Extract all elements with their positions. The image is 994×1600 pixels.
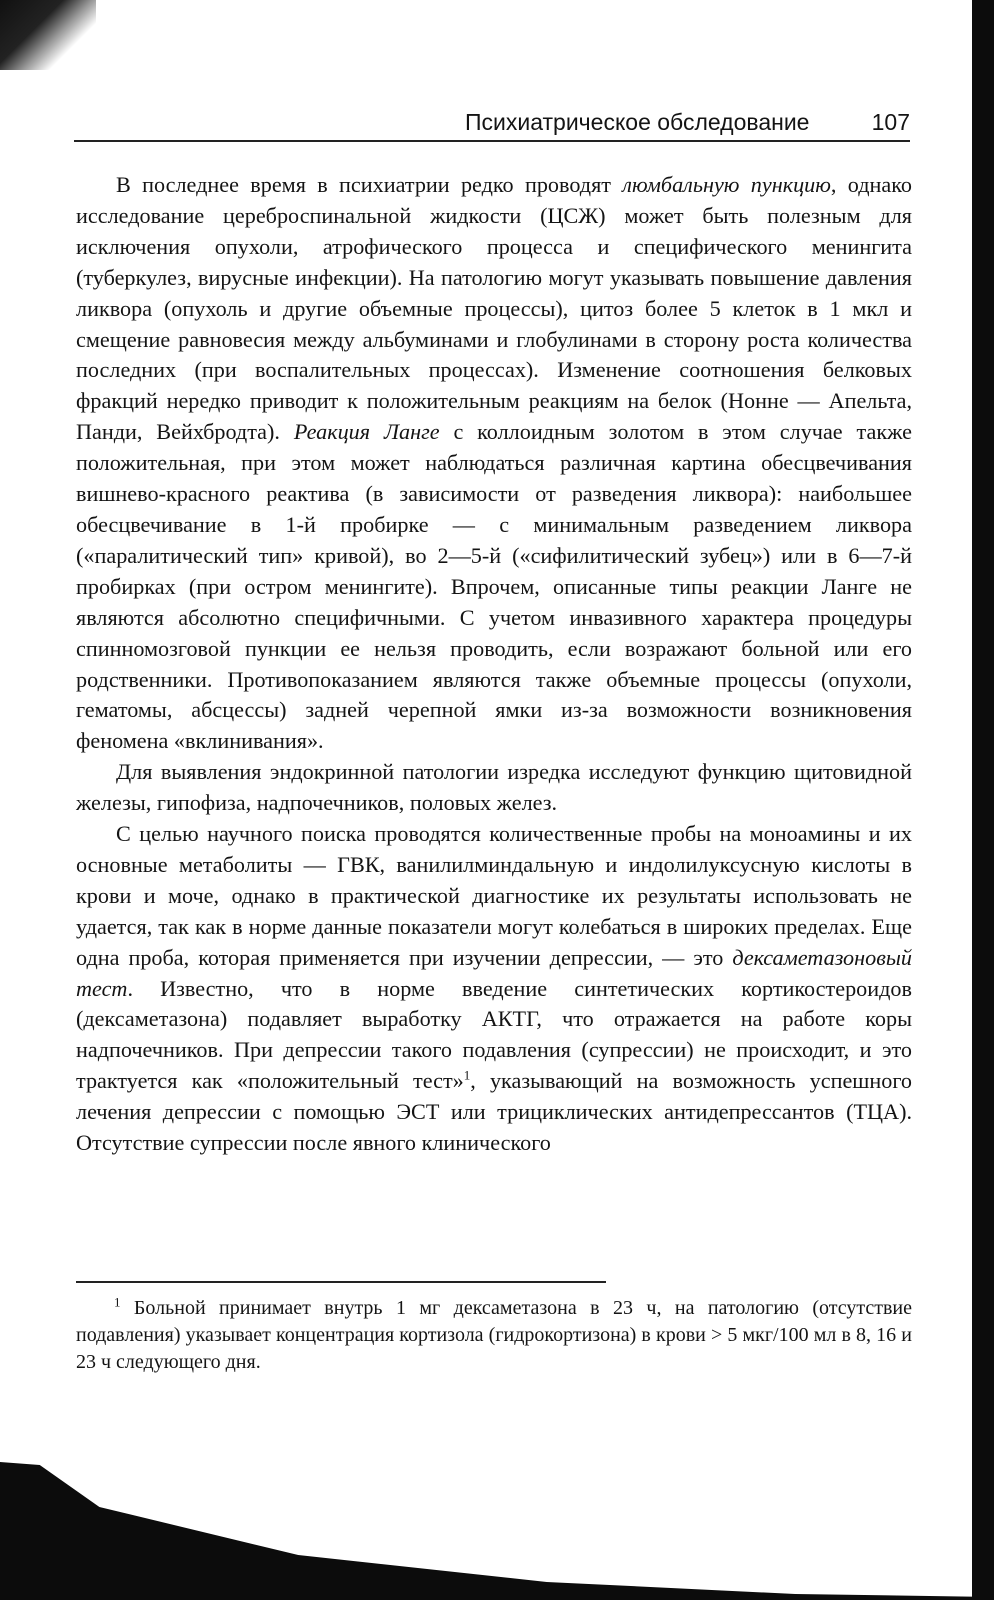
paragraph-lumbar-puncture: В последнее время в психиатрии редко проводят люмбальную пункцию, однако исследование цереброспинальной жидкости (ЦСЖ) может быть полезным для исключения опухоли, атрофического процесса и специфического менингита (туберкулез, вирусные инфекции). На патологию могут указывать повышение давления ликвора (опухоль и другие объемные процессы), цитоз более 5 клеток в 1 мкл и смещение равновесия между альбуминами и глобулинами в сторону роста количества последних (при воспалительных процессах). Изменение соотношения белковых фракций нередко приводит к положительным реакциям на белок (Нонне — Апельта, Панди, Вейхбродта). Реакция Ланге с коллоидным золотом в этом случае также положительная, при этом может наблюдаться различная картина обесцвечивания вишнево-красного реактива (в зависимости от разведения ликвора): наибольшее обесцвечивание в 1-й пробирке — с минимальным разведением ликвора («паралитический тип» кривой), во 2—5-й («сифилитический зубец») или в 6—7-й пробирках (при остром менингите). Впрочем, описанные типы реакции Ланге не являются абсолютно специфичными. С учетом инвазивного характера процедуры спинномозговой пункции ее нельзя проводить, если возражают больной или его родственники. Противопоказанием являются также объемные процессы (опухоли, гематомы, абсцессы) задней черепной ямки из-за возможности возникновения феномена «вклинивания». [76, 172, 912, 754]
footnote-marker: 1 [114, 1294, 121, 1310]
header-rule [74, 140, 910, 142]
scan-shadow-bottom [0, 1450, 994, 1600]
term-dexamethasone-test: дексаметазоновый тест [76, 944, 912, 1001]
term-lange-reaction: Реакция Ланге [293, 419, 440, 445]
paragraph-endocrine: Для выявления эндокринной патологии изредка исследуют функцию щитовидной железы, гипофиза, надпочечников, половых желез. [76, 759, 912, 816]
footnote-ref[interactable]: 1 [463, 1067, 471, 1083]
footnote-rule [76, 1281, 606, 1283]
page-number: 107 [871, 108, 910, 135]
scan-shadow-right [972, 0, 994, 1600]
scan-shadow-top-left [0, 0, 96, 70]
footnote [76, 1295, 912, 1376]
paragraph-dexamethasone: С целью научного поиска проводятся количественные пробы на моноамины и их основные метаболиты — ГВК, ванилилминдальную и индолилуксусную кислоты в крови и моче, однако в практической диагностике их результаты использовать не удается, так как в норме данные показатели могут колебаться в широких пределах. Еще одна проба, которая применяется при изучении депрессии, — это дексаметазоновый тест. Известно, что в норме введение синтетических кортикостероидов (дексаметазона) подавляет выработку АКТГ, что отражается на работе коры надпочечников. При депрессии такого подавления (супрессии) не происходит, и это трактуется как «положительный тест»$^1$, указывающий на возможность успешного лечения депрессии с помощью ЭСТ или трициклических антидепрессантов (ТЦА). Отсутствие супрессии после явного клинического [76, 821, 912, 1156]
footnote-text: Больной принимает внутрь 1 мг дексаметазона в 23 ч, на патологию (отсутствие подавления) указывает концентрация кортизола (гидрокортизона) в крови > 5 мкг/100 мл в 8, 16 и 23 ч следующего дня. [76, 1297, 912, 1373]
running-title: Психиатрическое обследование [465, 108, 810, 135]
main-text [76, 170, 912, 1159]
running-head [465, 106, 910, 138]
term-lumbar-puncture: люмбальную пункцию [622, 172, 831, 197]
